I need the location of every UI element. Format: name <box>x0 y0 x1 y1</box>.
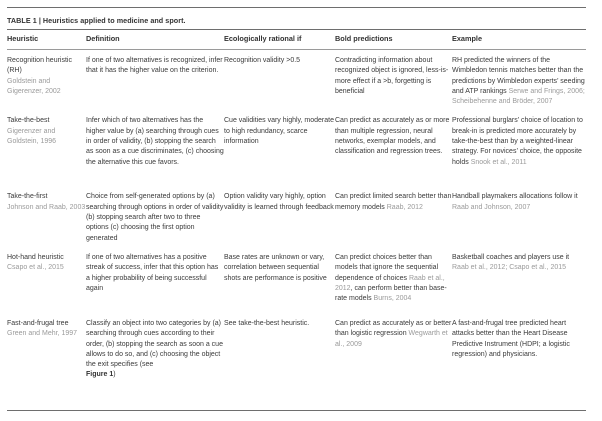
cell-ecological: Cue validities vary highly, moderate to high redundancy, scarce information <box>224 117 334 146</box>
cell-heuristic: Take-the-best Gigerenzer and Goldstein, 1996 <box>7 117 57 146</box>
citation: Goldstein and Gigerenzer, 2002 <box>7 77 61 95</box>
table-row <box>7 192 586 252</box>
cell-heuristic: Fast-and-frugal tree Green and Mehr, 1997 <box>7 319 78 338</box>
citation: Raab et al., 2012 <box>335 274 445 292</box>
cell-predictions: Can predict limited search better than memory models Raab, 2012 <box>335 193 452 211</box>
table-row <box>7 319 586 390</box>
cell-ecological: Base rates are unknown or vary, correlation between sequential shots are performance is positive <box>224 253 327 282</box>
cell-definition: Classify an object into two categories by (a) searching through cues according to their order, (b) stopping the search as soon a cue allows to do so, and (c) choosing the object the exit specifies (see Figure 1) <box>86 319 223 379</box>
table-row <box>7 50 586 117</box>
cell-example: Basketball coaches and players use it Raab et al., 2012; Csapo et al., 2015 <box>452 253 570 272</box>
citation: Burns, 2004 <box>373 295 412 303</box>
cell-definition: Infer which of two alternatives has the higher value by (a) searching through cues in order of validity, (b) stopping the search as soon as a cue discriminates, (c) choosing the alternative this cue favors. <box>86 117 224 166</box>
header-row <box>7 28 586 50</box>
cell-ecological: Recognition validity >0.5 <box>224 57 301 64</box>
header-ecological: Ecologically rational if <box>224 34 302 43</box>
caption-text: Heuristics applied to medicine and sport. <box>40 16 186 25</box>
cell-definition: If one of two alternatives is recognized, infer that it has the higher value on the criterion. <box>86 57 223 75</box>
figure-link[interactable]: Figure 1 <box>86 371 114 379</box>
header-example: Example <box>452 34 483 43</box>
cell-ecological: See take-the-best heuristic. <box>224 319 310 327</box>
cell-ecological: Option validity vary highly, option validity is learned through feedback <box>224 193 334 211</box>
citation: Green and Mehr, 1997 <box>7 330 78 338</box>
citation: Raab and Johnson, 2007 <box>452 203 531 211</box>
citation: Wegwarth et al., 2009 <box>335 330 448 348</box>
heuristics-table <box>7 28 586 390</box>
cell-example: RH predicted the winners of the Wimbledon tennis matches better than the predictions by Wimbledon experts’ seeding and ATP rankings Serwe and Frings, 2006; Scheibehenne and Bröder, 2007 <box>452 57 585 106</box>
cell-example: Handball playmakers allocations follow it Raab and Johnson, 2007 <box>452 193 578 211</box>
top-rule <box>7 7 586 8</box>
citation: Raab, 2012 <box>386 203 423 211</box>
caption-label: TABLE 1 | <box>7 16 41 25</box>
cell-predictions: Can predict as accurately as or more than multiple regression, neural networks, exemplar models, and classification and regression trees. <box>335 117 450 156</box>
header-heuristic: Heuristic <box>7 34 39 43</box>
citation: Csapo et al., 2015 <box>7 264 64 272</box>
cell-predictions: Can predict choices better than models that ignore the sequential dependence of choices Raab et al., 2012, can perform better than base-rate models Burns, 2004 <box>335 253 447 303</box>
cell-example: A fast-and-frugal tree predicted heart attacks better than the Heart Disease Predictive Instrument (HDPI; a logistic regression) and physicians. <box>452 319 570 358</box>
cell-predictions: Contradicting information about recognized object is ignored, less-is-more effect if a >b, forgetting is beneficial <box>335 57 449 95</box>
citation: Serwe and Frings, 2006; Scheibehenne and Bröder, 2007 <box>452 87 585 106</box>
cell-heuristic: Hot-hand heuristic Csapo et al., 2015 <box>7 253 64 272</box>
cell-definition: If one of two alternatives has a positive streak of success, infer that this option has a higher probability of being successful again <box>86 253 219 292</box>
cell-definition: Choice from self-generated options by (a) searching through options in order of validity (b) stopping search after two to three options (c) choosing the first option generated <box>86 193 224 242</box>
citation: Raab et al., 2012; Csapo et al., 2015 <box>452 264 567 272</box>
cell-predictions: Can predict as accurately as or better than logistic regression Wegwarth et al., 2009 <box>335 319 452 348</box>
table-row <box>7 253 586 319</box>
cell-heuristic: Take-the-first Johnson and Raab, 2003 <box>7 193 86 211</box>
header-definition: Definition <box>86 34 120 43</box>
header-predictions: Bold predictions <box>335 34 393 43</box>
citation: Johnson and Raab, 2003 <box>7 203 86 211</box>
table-caption <box>7 16 186 25</box>
citation: Snook et al., 2011 <box>470 158 527 166</box>
table-row <box>7 116 586 192</box>
cell-heuristic: Recognition heuristic (RH) Goldstein and Gigerenzer, 2002 <box>7 57 72 95</box>
bottom-rule <box>7 410 586 411</box>
cell-example: Professional burglars’ choice of location to break-in is predicted more accurately by take-the-best than by a weighted-linear strategy. For novices’ choice, the opposite holds Snook et al., 2011 <box>452 117 583 166</box>
citation: Gigerenzer and Goldstein, 1996 <box>7 127 57 146</box>
